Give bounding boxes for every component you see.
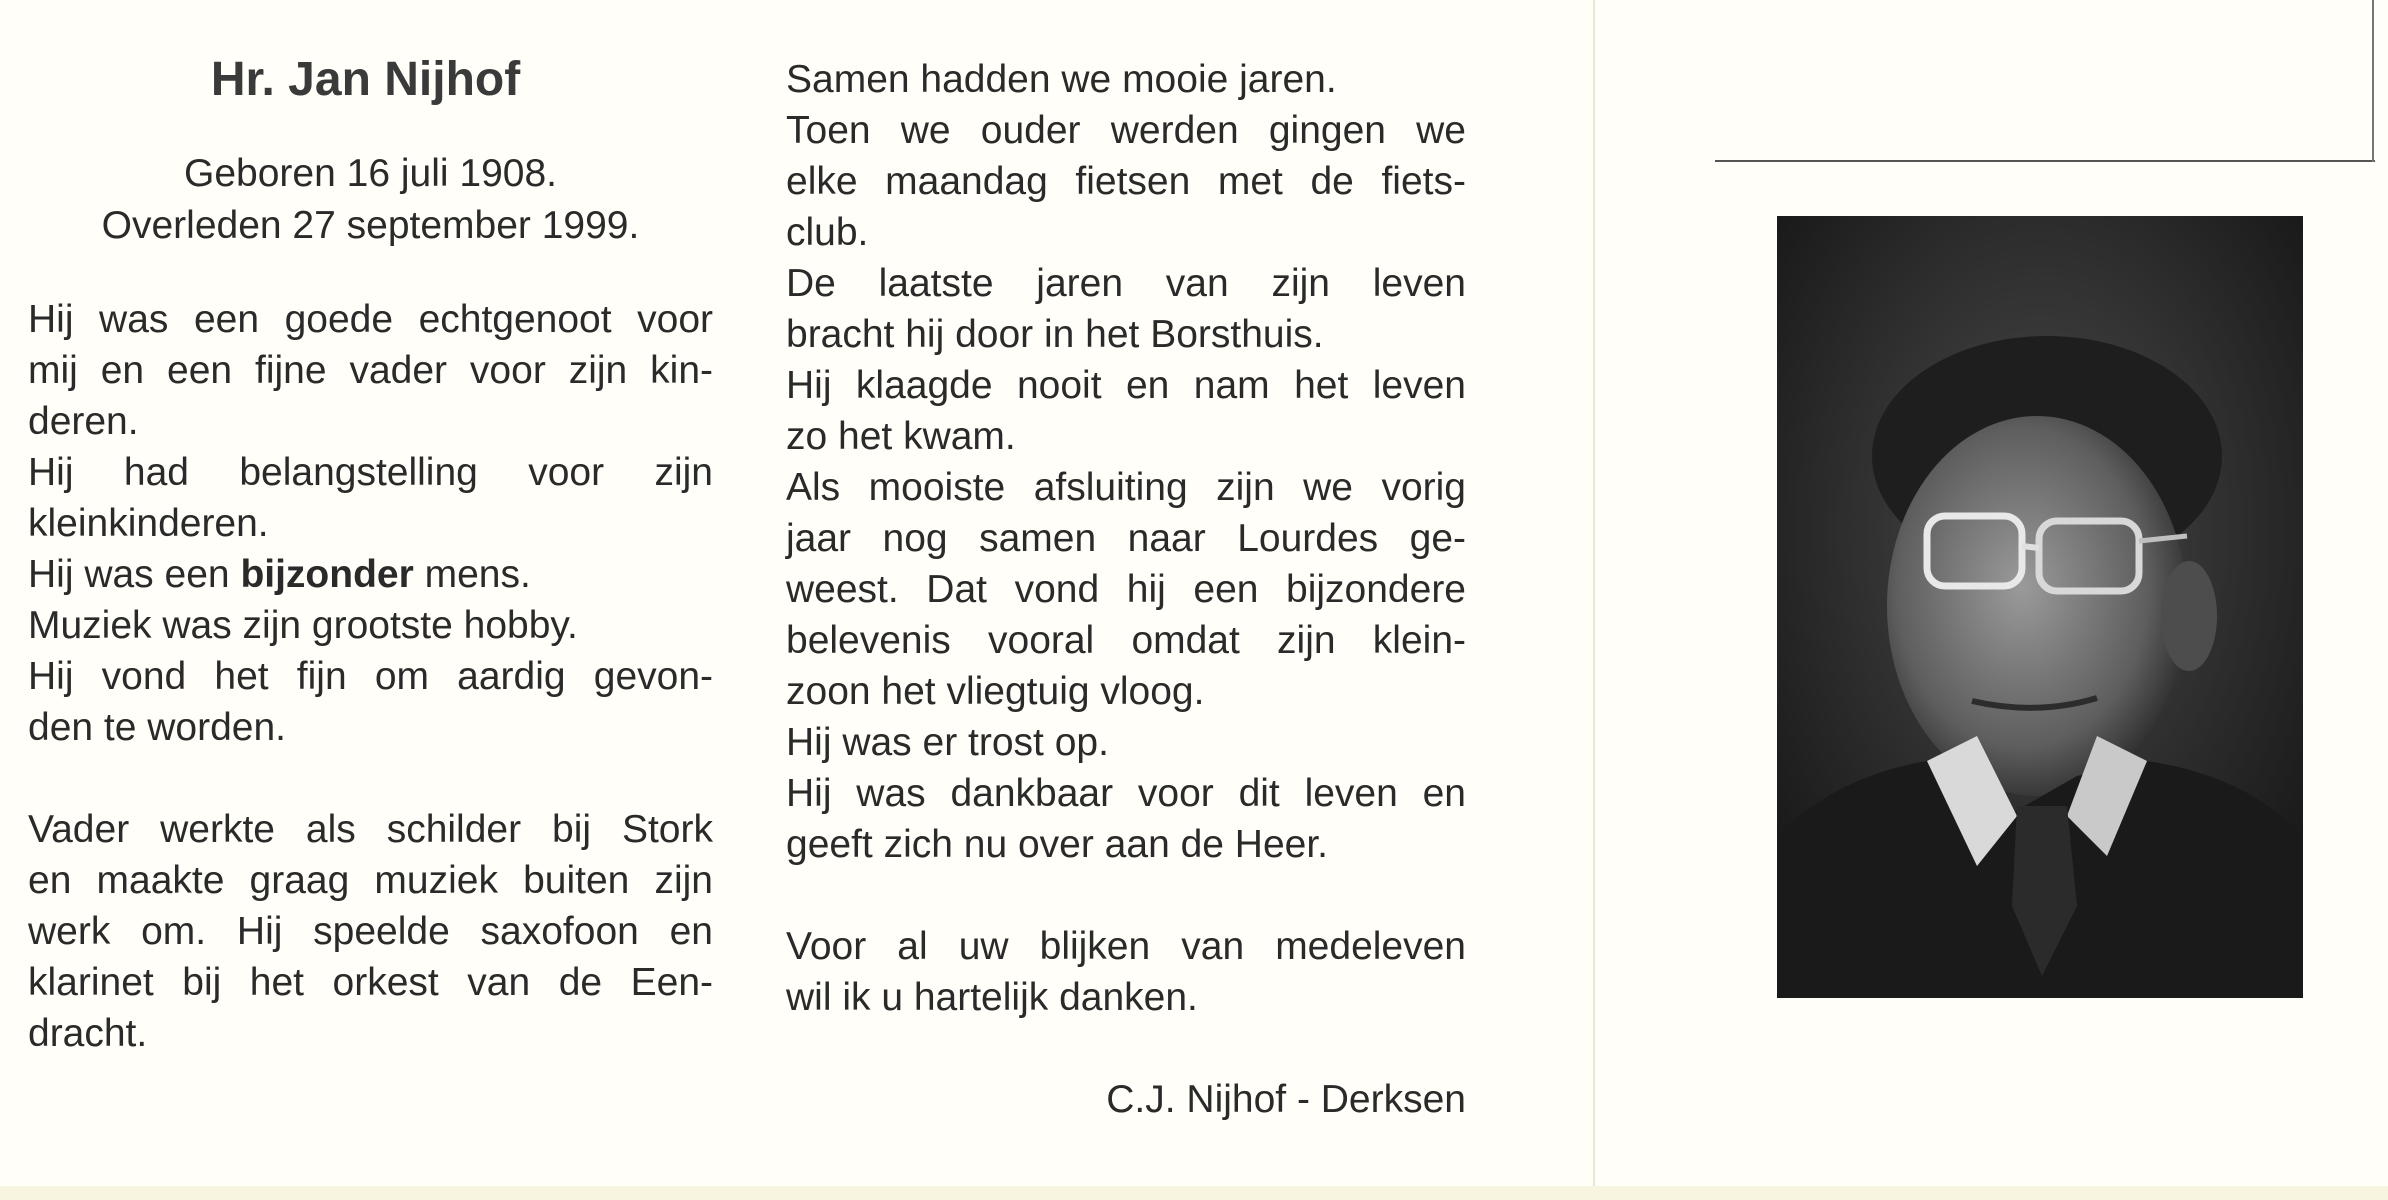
text-line: geeft zich nu over aan de Heer. xyxy=(786,823,1329,866)
text-line: werk om. Hij speelde saxofoon en xyxy=(28,910,713,953)
text-line: Vader werkte als schilder bij Stork xyxy=(28,808,713,851)
paragraph xyxy=(786,462,1466,717)
panel-edge xyxy=(2372,0,2374,162)
text-line: De laatste jaren van zijn leven xyxy=(786,262,1466,305)
text-line: klarinet bij het orkest van de Een- xyxy=(28,961,713,1004)
paragraph xyxy=(28,600,713,651)
text-line: bracht hij door in het Borsthuis. xyxy=(786,313,1324,356)
portrait-photo xyxy=(1777,216,2303,998)
text-line: dracht. xyxy=(28,1012,148,1055)
dates-block xyxy=(28,148,713,252)
paragraph xyxy=(28,651,713,753)
paragraph xyxy=(28,294,713,447)
text-line: Hij was dankbaar voor dit leven en xyxy=(786,772,1466,815)
paper-edge xyxy=(0,1186,2388,1200)
text-line: den te worden. xyxy=(28,706,287,749)
text-line: Toen we ouder werden gingen we xyxy=(786,109,1466,152)
text-line: club. xyxy=(786,211,869,254)
paragraph xyxy=(786,105,1466,258)
text-line: Hij was een goede echtgenoot voor xyxy=(28,298,713,341)
fold-line xyxy=(1593,0,1595,1200)
paragraph xyxy=(28,804,713,1059)
middle-column xyxy=(786,54,1466,1121)
text-line: Voor al uw blijken van medeleven xyxy=(786,925,1466,968)
portrait-image xyxy=(1777,216,2303,998)
text-line: jaar nog samen naar Lourdes ge- xyxy=(786,517,1466,560)
text-line: weest. Dat vond hij een bijzondere xyxy=(786,568,1466,611)
text-fragment: Hij was een xyxy=(28,553,241,596)
text-line: Samen hadden we mooie jaren. xyxy=(786,58,1337,101)
text-line: wil ik u hartelijk danken. xyxy=(786,976,1198,1019)
birth-date: Geboren 16 juli 1908. xyxy=(184,152,557,195)
paragraph xyxy=(786,54,1466,105)
paragraph xyxy=(786,768,1466,870)
death-date: Overleden 27 september 1999. xyxy=(101,204,640,247)
text-line: mij en een fijne vader voor zijn kin- xyxy=(28,349,713,392)
left-column xyxy=(28,50,713,1059)
signature: C.J. Nijhof - Derksen xyxy=(1106,1078,1466,1121)
text-line: zoon het vliegtuig vloog. xyxy=(786,670,1205,713)
text-line: zo het kwam. xyxy=(786,415,1016,458)
paragraph xyxy=(28,549,713,600)
text-line: kleinkinderen. xyxy=(28,502,269,545)
text-line: elke maandag fietsen met de fiets- xyxy=(786,160,1466,203)
text-line: Hij klaagde nooit en nam het leven xyxy=(786,364,1466,407)
text-line: Als mooiste afsluiting zijn we vorig xyxy=(786,466,1466,509)
paragraph xyxy=(28,447,713,549)
emphasis-word: bijzonder xyxy=(240,553,414,596)
text-fragment: mens. xyxy=(413,553,531,596)
paragraph xyxy=(786,717,1466,768)
paragraph xyxy=(786,921,1466,1023)
text-line xyxy=(28,549,713,600)
paragraph xyxy=(786,258,1466,360)
text-line: Hij had belangstelling voor zijn xyxy=(28,451,713,494)
panel-rule xyxy=(1715,160,2375,162)
text-line: Hij was er trost op. xyxy=(786,721,1109,764)
text-line: Hij vond het fijn om aardig gevon- xyxy=(28,655,713,698)
paragraph xyxy=(786,360,1466,462)
text-line: en maakte graag muziek buiten zijn xyxy=(28,859,713,902)
text-line: deren. xyxy=(28,400,139,443)
text-line: Muziek was zijn grootste hobby. xyxy=(28,604,578,647)
text-line: belevenis vooral omdat zijn klein- xyxy=(786,619,1466,662)
page-title: Hr. Jan Nijhof xyxy=(210,53,521,106)
